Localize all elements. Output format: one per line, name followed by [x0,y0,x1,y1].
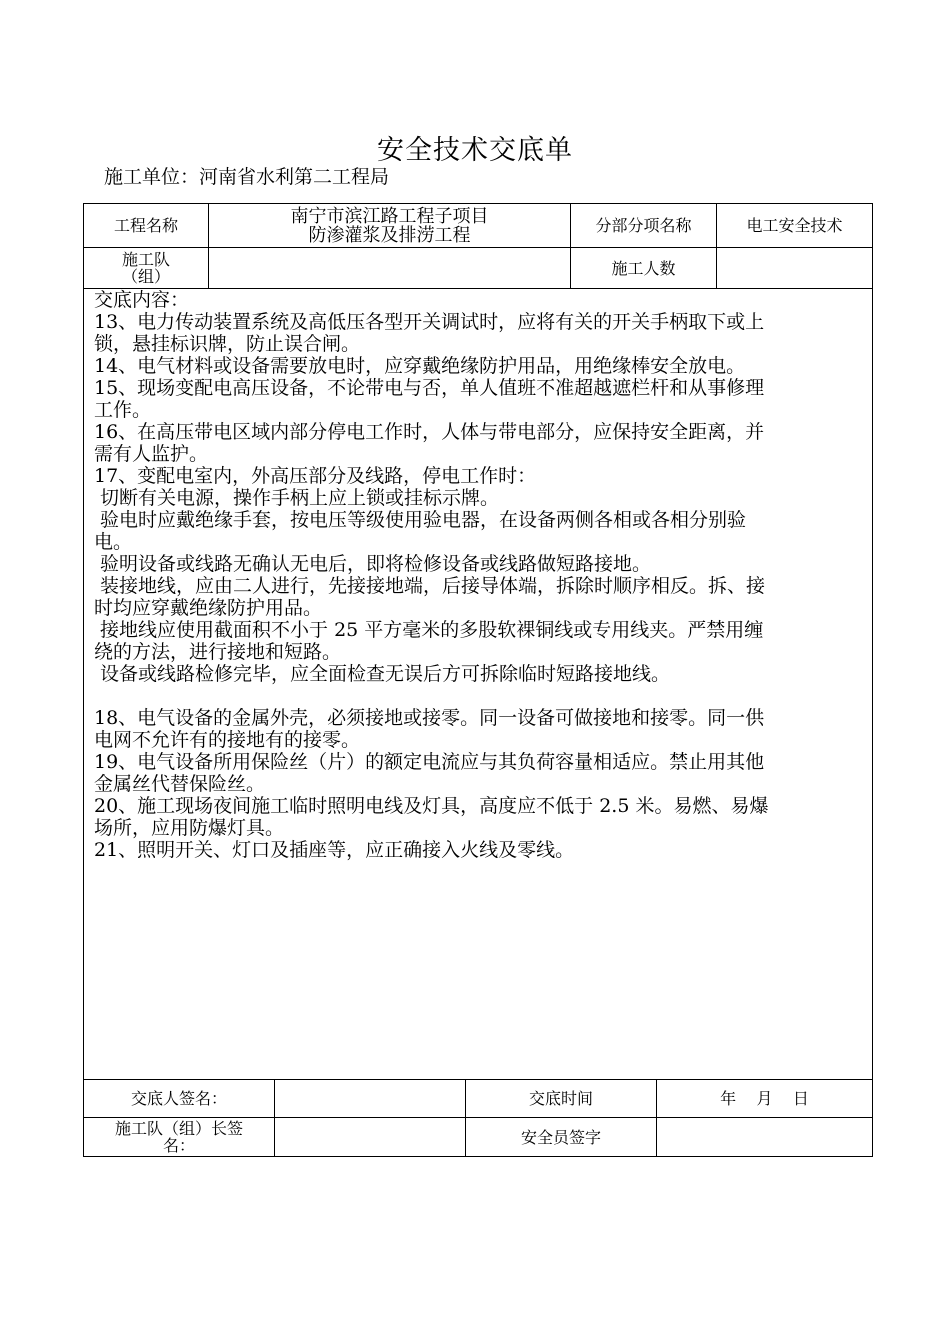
content-line: 需有人监护。 [94,443,209,465]
team-leader-sign-line-1: 施工队（组）长签 [114,1119,243,1138]
content-line: 17、变配电室内，外高压部分及线路，停电工作时： [94,465,537,487]
content-line: 15、现场变配电高压设备，不论带电与否，单人值班不准超越遮栏杆和从事修理 [94,377,765,399]
content-line: 金属丝代替保险丝。 [94,773,266,795]
content-line: 设备或线路检修完毕，应全面检查无误后方可拆除临时短路接地线。 [94,663,671,685]
team-label-line-2: （组） [121,267,170,286]
team-label [84,248,208,288]
content-line: 切断有关电源，操作手柄上应上锁或挂标示牌。 [94,487,500,509]
content-line: 16、在高压带电区域内部分停电工作时，人体与带电部分，应保持安全距离，并 [94,421,765,443]
briefer-sign-value [275,1080,465,1117]
team-value [209,248,570,288]
brief-time-value: 年 月 日 [720,1089,809,1108]
briefer-sign-label: 交底人签名： [130,1089,227,1108]
project-name-value [209,204,570,247]
sub-item-value: 电工安全技术 [746,216,843,235]
safety-officer-sign-label: 安全员签字 [520,1127,601,1147]
team-leader-sign-label [84,1118,274,1156]
team-label-line-1: 施工队 [121,250,170,269]
team-leader-sign-value [275,1118,465,1156]
project-name-line-1: 南宁市滨江路工程子项目 [290,205,489,227]
content-line: 接地线应使用截面积不小于 25 平方毫米的多股软裸铜线或专用线夹。严禁用缠 [94,619,764,641]
content-line: 验电时应戴绝缘手套，按电压等级使用验电器，在设备两侧各相或各相分别验 [94,509,747,531]
safety-officer-sign-value [657,1118,872,1156]
document-title: 安全技术交底单 [377,135,573,166]
disclosure-content [94,289,864,861]
content-line: 交底内容： [94,289,190,311]
project-name-line-2: 防渗灌浆及排涝工程 [308,224,471,246]
content-line: 锁，悬挂标识牌，防止误合闸。 [94,333,361,355]
content-line [94,685,864,707]
content-line: 绕的方法，进行接地和短路。 [94,641,342,663]
team-leader-sign-line-2: 名： [162,1136,195,1155]
content-line: 13、电力传动装置系统及高低压各型开关调试时，应将有关的开关手柄取下或上 [94,311,765,333]
construction-unit: 施工单位：河南省水利第二工程局 [104,166,390,188]
project-name-label: 工程名称 [113,216,178,235]
content-line: 工作。 [94,399,152,421]
worker-count-value [717,248,872,288]
disclosure-form-table [83,203,873,1157]
content-line: 验明设备或线路无确认无电后，即将检修设备或线路做短路接地。 [94,553,652,575]
content-line: 电网不允许有的接地有的接零。 [94,729,361,751]
content-line: 装接地线，应由二人进行，先接接地端，后接导体端，拆除时顺序相反。拆、接 [94,575,766,597]
brief-time-label: 交底时间 [528,1089,593,1108]
content-line: 18、电气设备的金属外壳，必须接地或接零。同一设备可做接地和接零。同一供 [94,707,765,729]
content-line: 14、电气材料或设备需要放电时，应穿戴绝缘防护用品，用绝缘棒安全放电。 [94,355,746,377]
content-line: 电。 [94,531,133,553]
content-line: 20、施工现场夜间施工临时照明电线及灯具，高度应不低于 2.5 米。易燃、易爆 [94,795,769,817]
content-line: 21、照明开关、灯口及插座等，应正确接入火线及零线。 [94,839,575,861]
worker-count-label: 施工人数 [611,258,676,278]
content-line: 时均应穿戴绝缘防护用品。 [94,597,323,619]
sub-item-label: 分部分项名称 [595,216,692,235]
content-line: 场所，应用防爆灯具。 [94,817,285,839]
content-line: 19、电气设备所用保险丝（片）的额定电流应与其负荷容量相适应。禁止用其他 [94,751,765,773]
